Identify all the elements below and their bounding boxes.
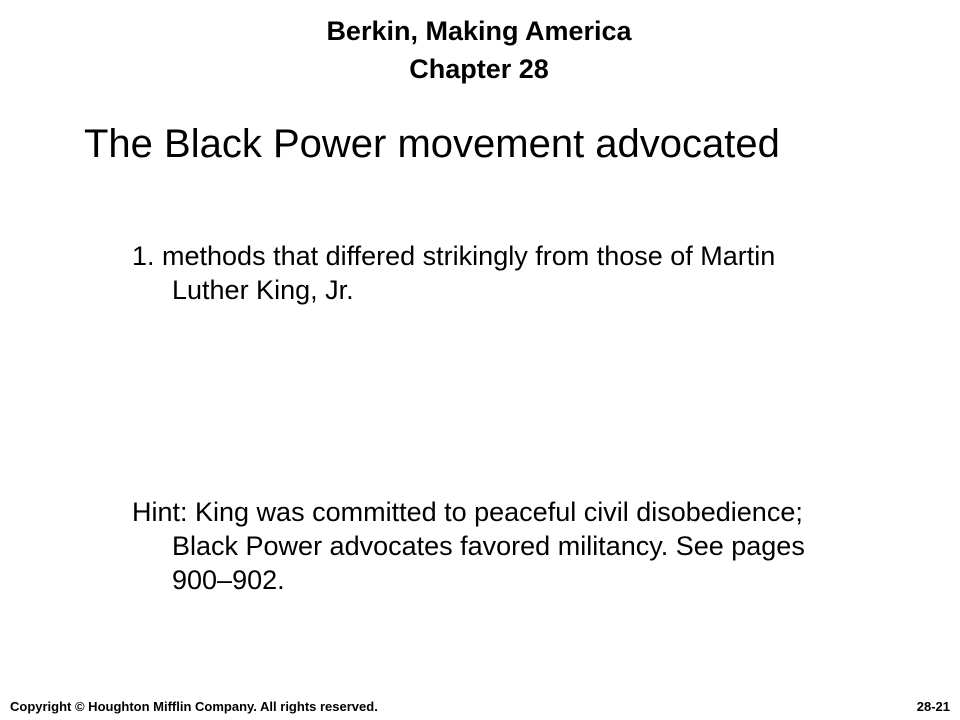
- slide-number: 28-21: [916, 699, 950, 714]
- hint-text: Hint: King was committed to peaceful civil disobedience; Black Power advocates favored militancy. See pages 900–902.: [132, 497, 805, 595]
- book-title: Berkin, Making America: [326, 16, 632, 46]
- answer-text: 1. methods that differed strikingly from those of Martin Luther King, Jr.: [132, 241, 776, 305]
- chapter-label: Chapter 28: [409, 54, 549, 84]
- slide-header: [0, 12, 960, 88]
- copyright-notice: Copyright © Houghton Mifflin Company. All rights reserved.: [10, 699, 378, 714]
- question-text: The Black Power movement advocated: [84, 122, 780, 166]
